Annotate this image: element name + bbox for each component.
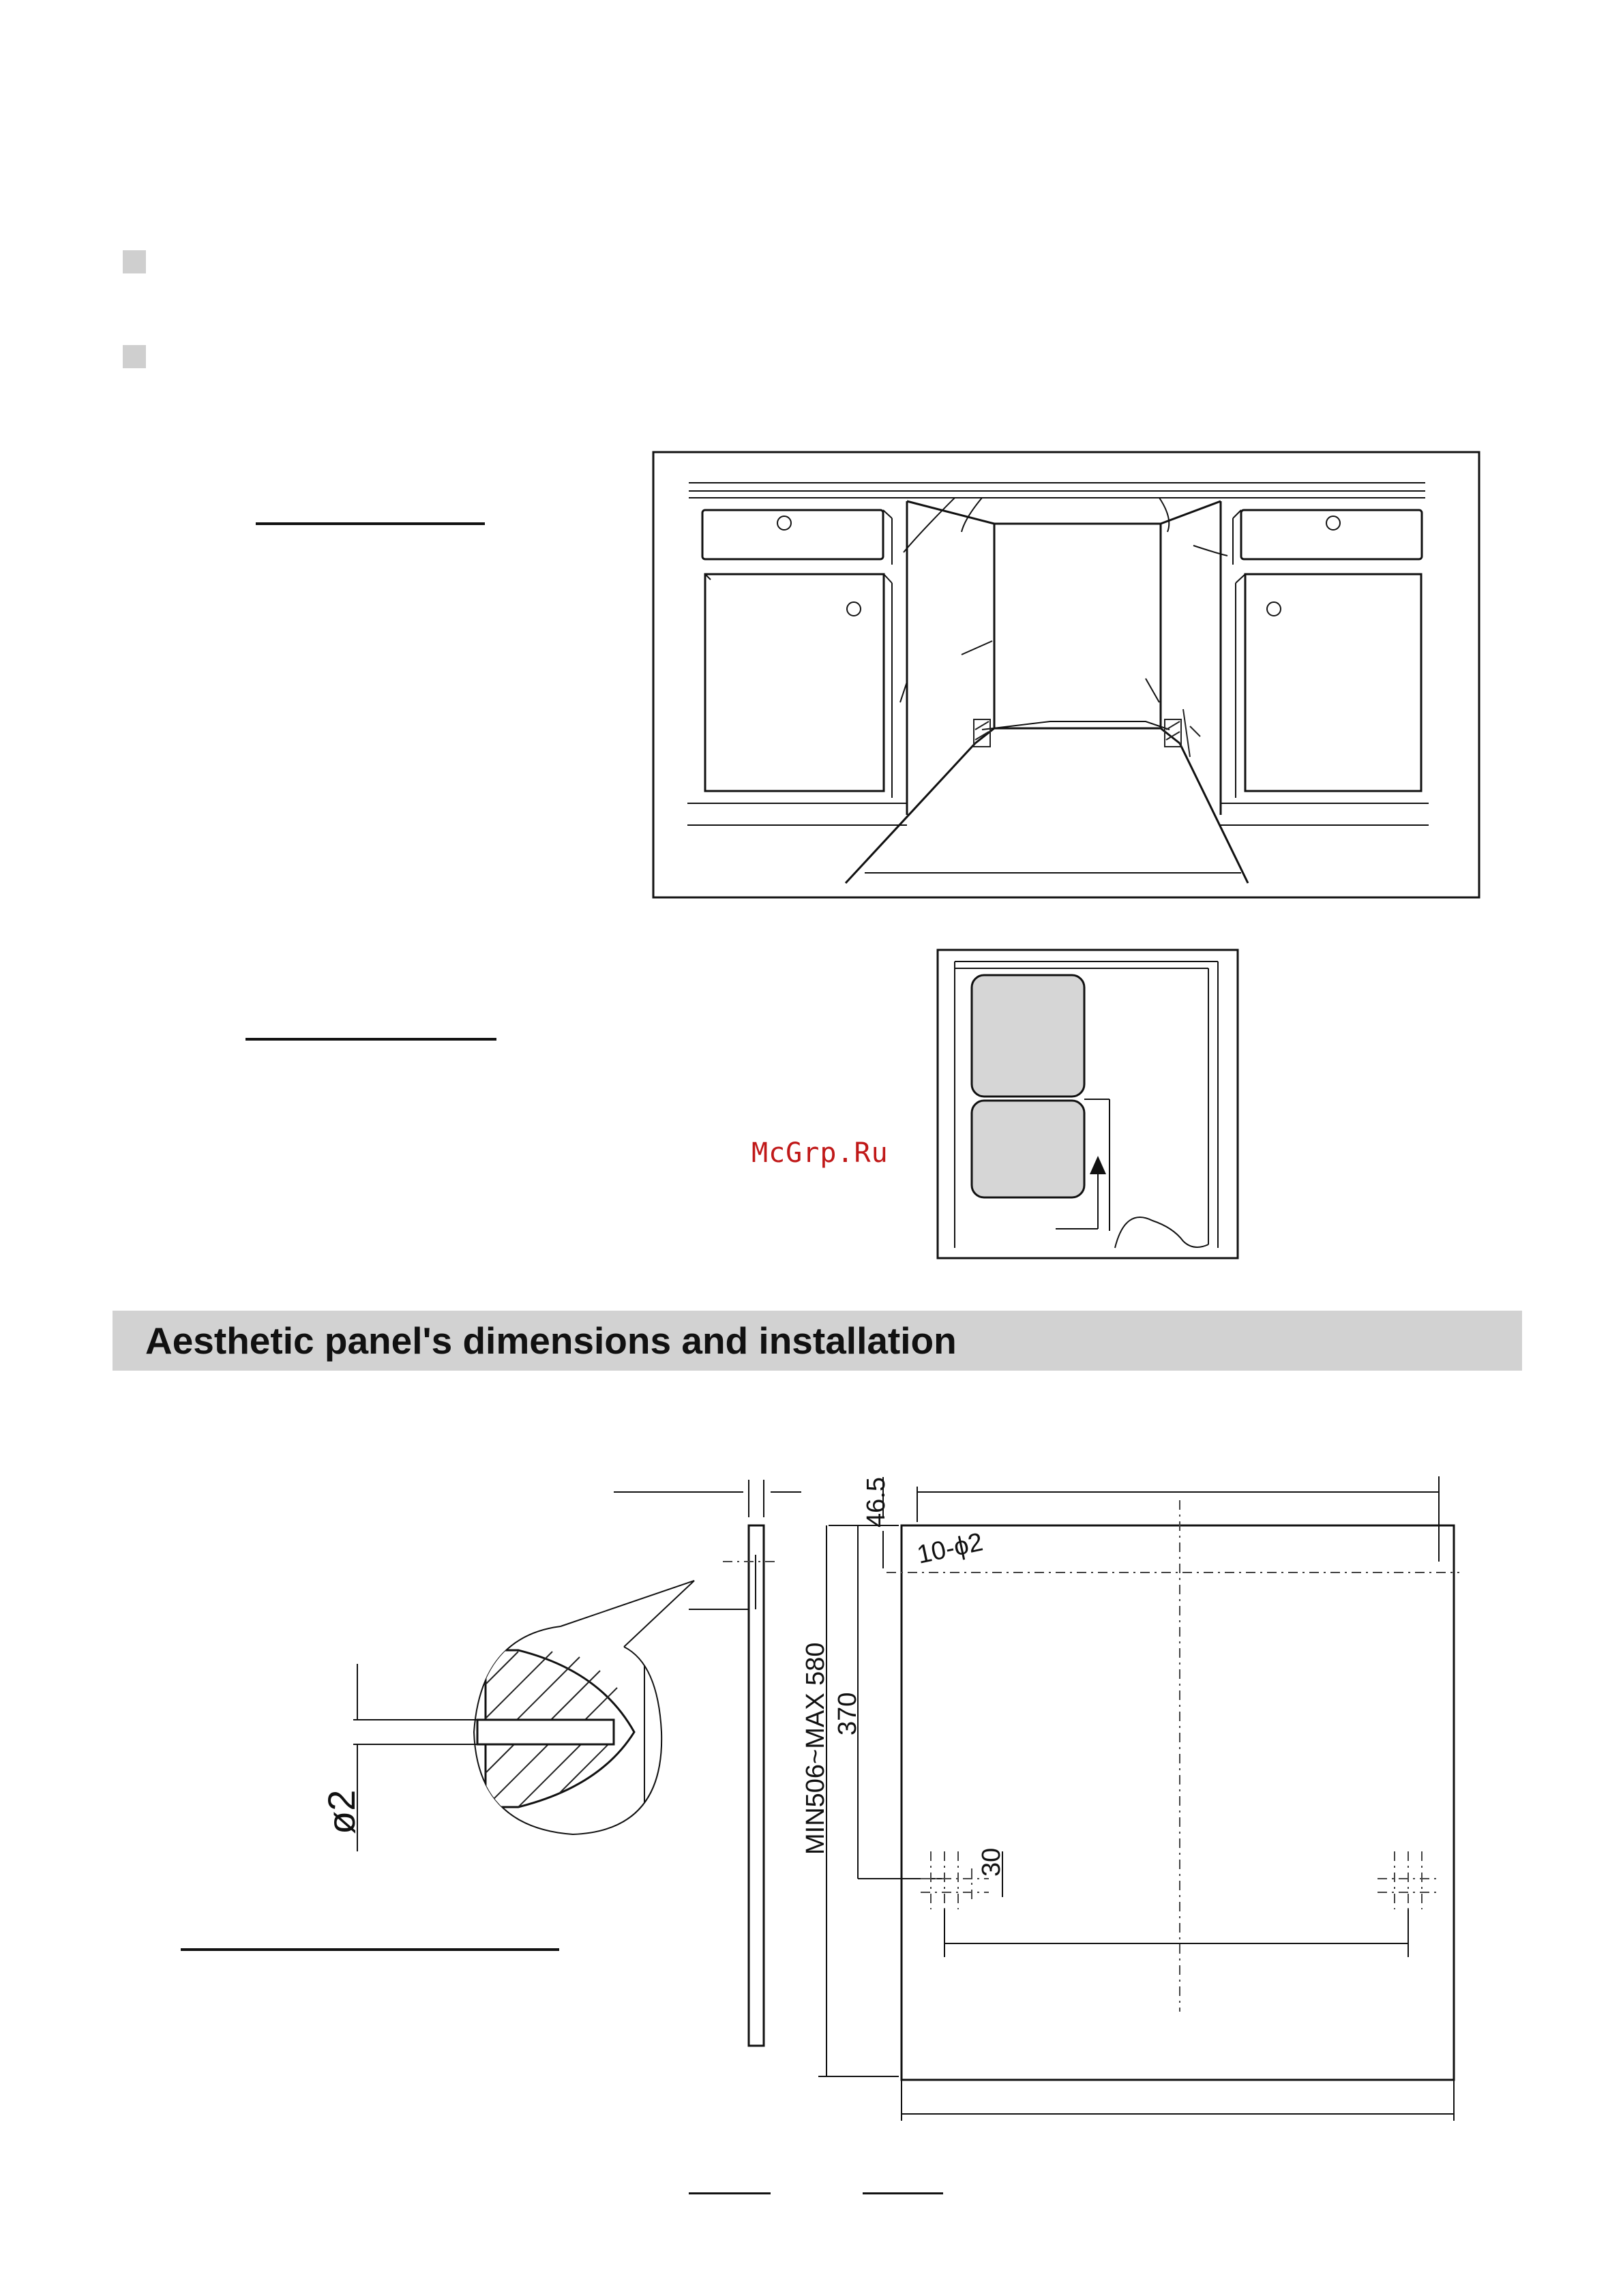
dim-30: 30 [977, 1847, 1006, 1877]
dim-370: 370 [833, 1692, 862, 1735]
section-title: Aesthetic panel's dimensions and installation [145, 1320, 957, 1362]
door-opening-figure [938, 950, 1238, 1258]
dim-46-5: 46.5 [862, 1477, 891, 1527]
niche-installation-figure [653, 452, 1479, 897]
watermark: McGrp.Ru [751, 1137, 889, 1169]
holes-label: 10-ϕ2 [914, 1527, 986, 1570]
diameter-label: ø2 [320, 1789, 363, 1834]
panel-dimensions-figure [320, 1476, 1459, 2121]
dim-range: MIN506~MAX 580 [801, 1642, 830, 1855]
